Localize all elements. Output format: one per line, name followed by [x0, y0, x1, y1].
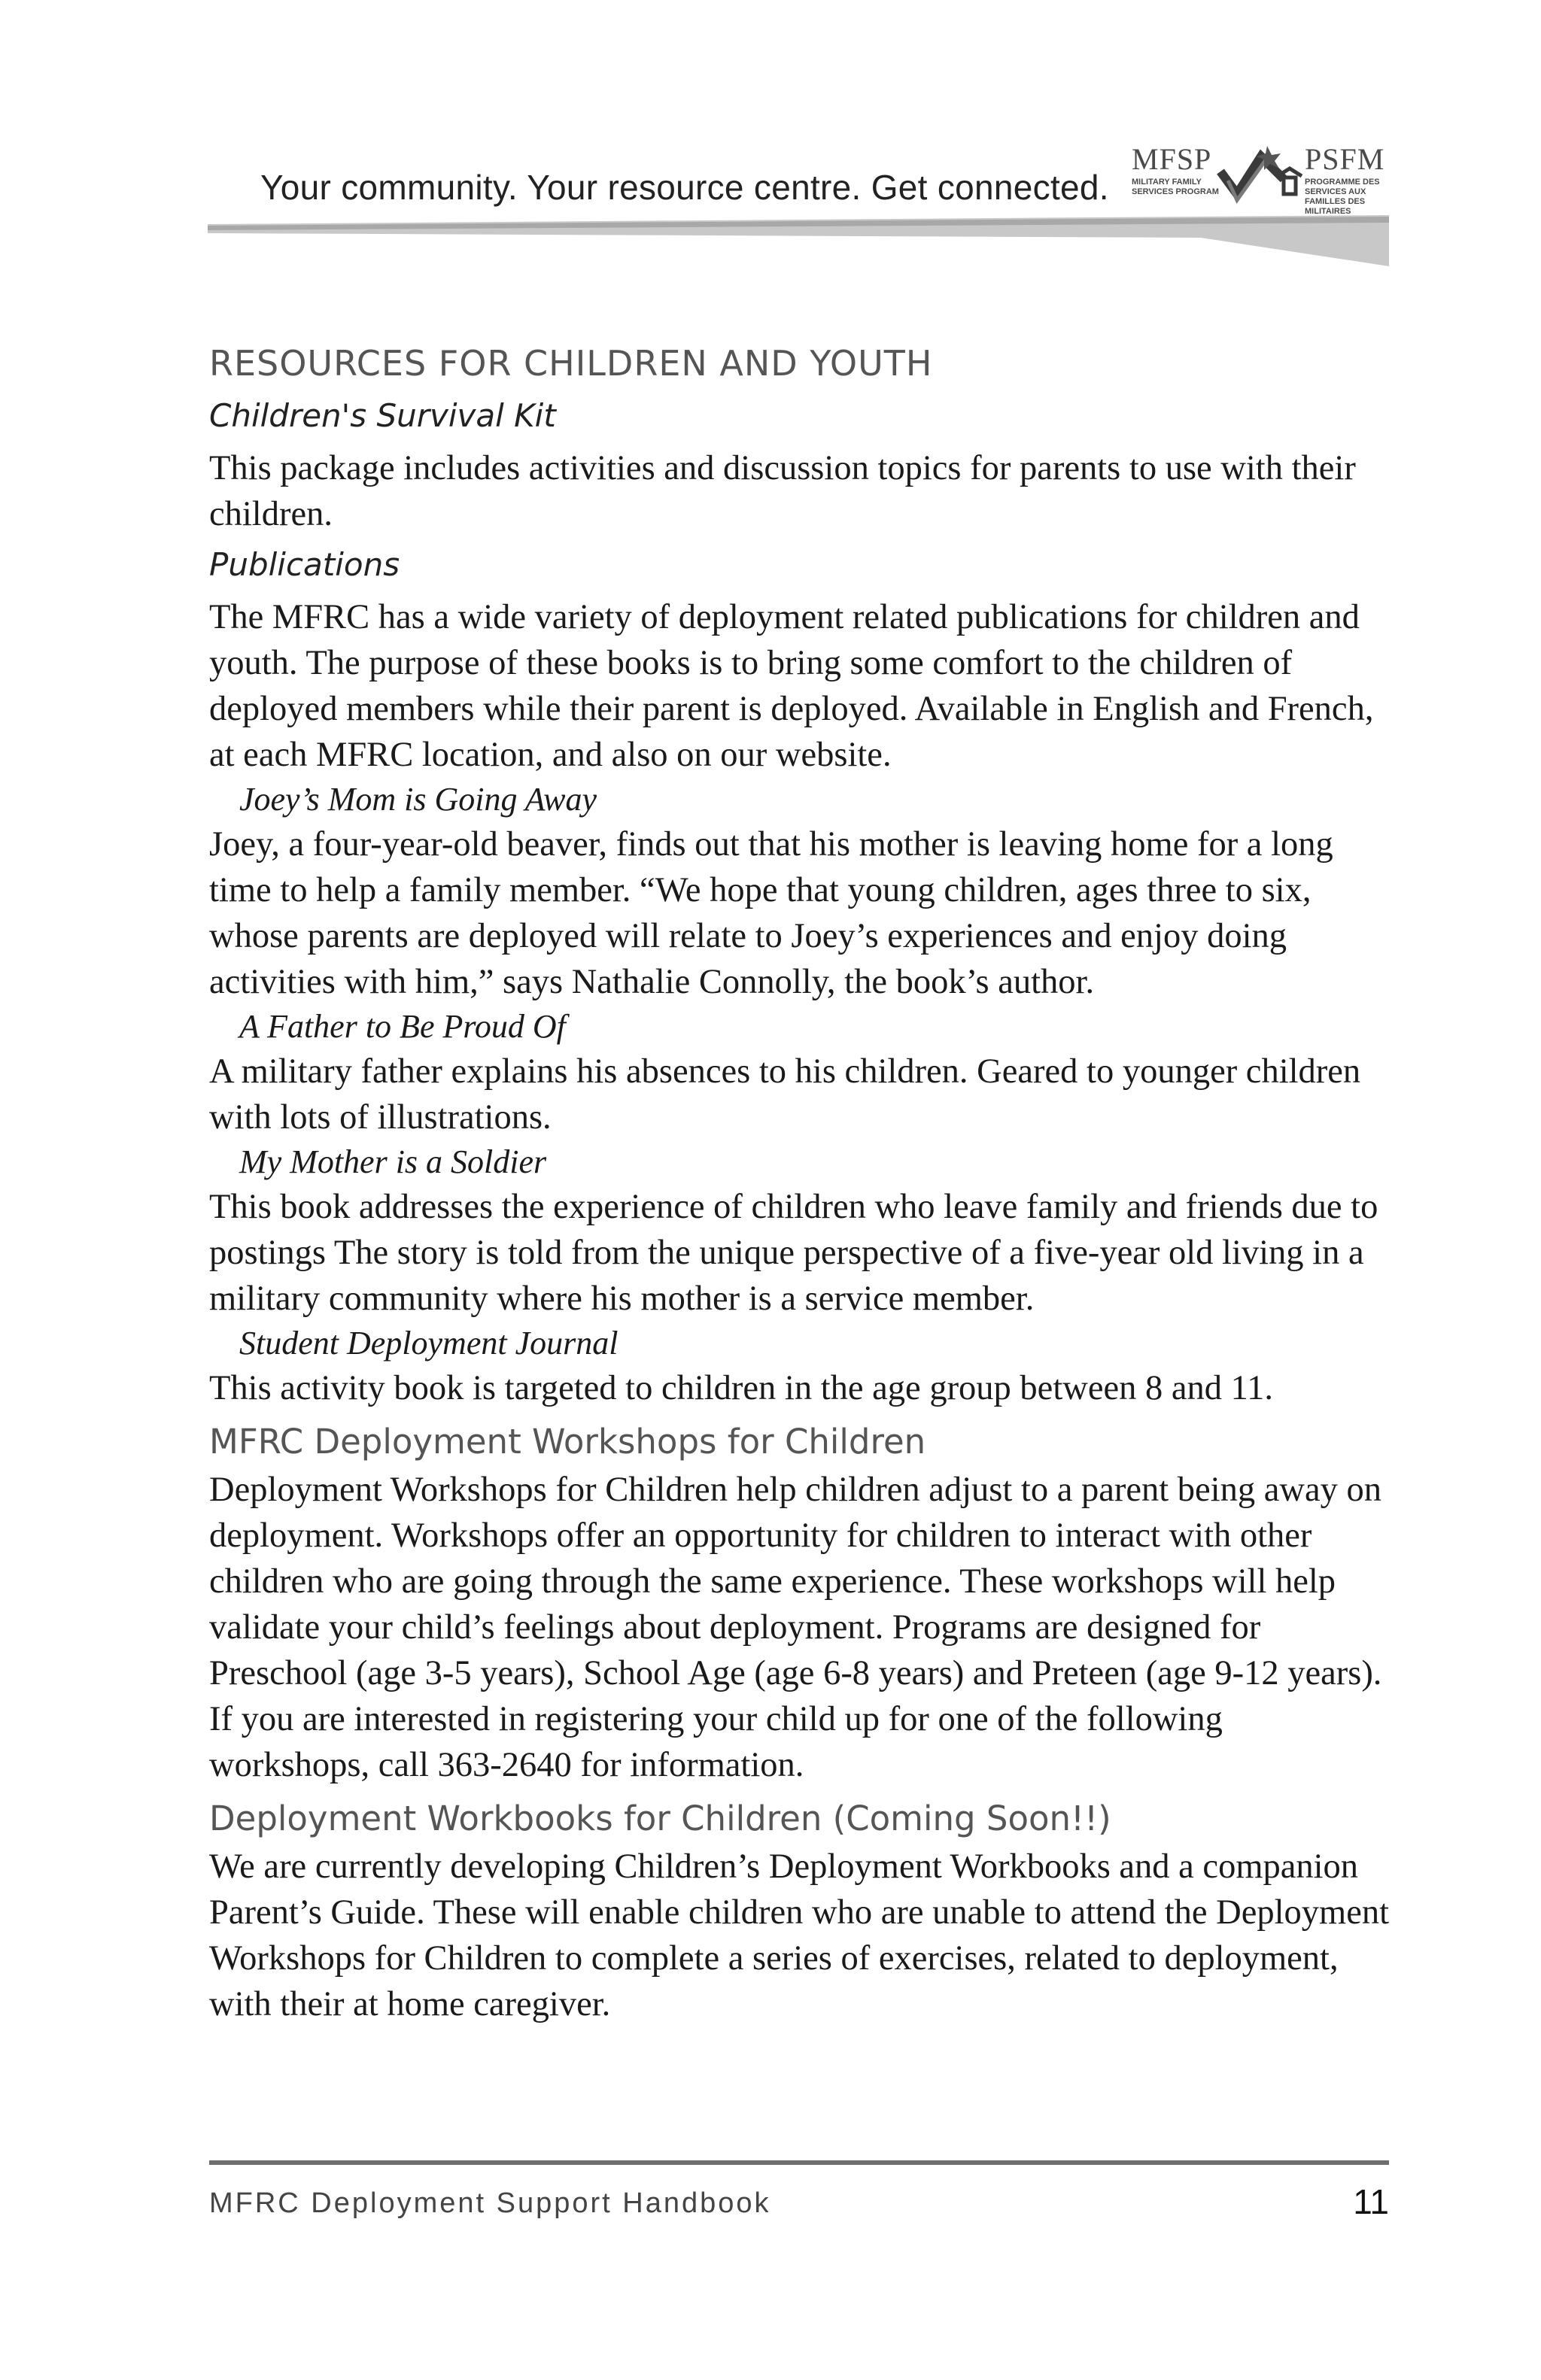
- book-title: My Mother is a Soldier: [239, 1143, 547, 1180]
- workbooks-heading: Deployment Workbooks for Children (Coming Soon!!): [209, 1799, 1111, 1838]
- footer-divider: [209, 2160, 1389, 2165]
- publications-subheading: Publications: [209, 546, 400, 583]
- page-number: 11: [1353, 2182, 1389, 2221]
- book-title: A Father to Be Proud Of: [239, 1008, 566, 1045]
- survival-kit-text: This package includes activities and discussion topics for parents to use with their children.: [209, 449, 1356, 533]
- book-description: Joey, a four-year-old beaver, finds out that his mother is leaving home for a long time to help a family member. “We hope that young children, ages three to six, whose parents are deployed will relate to Joey’s experiences and enjoy doing activities with him,” says Nathalie Connolly, the book’s author.: [209, 825, 1333, 1001]
- header-tagline: Your community. Your resource centre. Get connected.: [260, 168, 1109, 207]
- section-heading: RESOURCES FOR CHILDREN AND YOUTH: [209, 343, 933, 384]
- logo-abbr-fr: PSFM: [1305, 142, 1385, 176]
- book-title: Student Deployment Journal: [239, 1325, 619, 1362]
- book-description: This activity book is targeted to children in the age group between 8 and 11.: [209, 1369, 1274, 1407]
- header-swoosh-divider: [208, 215, 1391, 271]
- logo-sub-fr: PROGRAMME DES SERVICES AUX FAMILLES DES MILITAIRES: [1305, 178, 1380, 216]
- book-description: A military father explains his absences to his children. Geared to younger children with lots of illustrations.: [209, 1052, 1361, 1137]
- workshops-heading: MFRC Deployment Workshops for Children: [209, 1422, 926, 1462]
- footer-title: MFRC Deployment Support Handbook: [209, 2187, 771, 2219]
- logo-abbr-en: MFSP: [1132, 142, 1212, 176]
- logo-sub-en: MILITARY FAMILY SERVICES PROGRAM: [1132, 178, 1219, 196]
- survival-kit-subheading: Children's Survival Kit: [209, 397, 556, 434]
- publications-text: The MFRC has a wide variety of deployment related publications for children and youth. The purpose of these books is to bring some comfort to the children of deployed members while their parent is deployed. Available in English and French, at each MFRC location, and also on our website.: [209, 598, 1374, 774]
- book-title: Joey’s Mom is Going Away: [239, 781, 597, 818]
- main-content: [209, 338, 1391, 2027]
- checkmark-house-icon: [1214, 141, 1305, 209]
- book-description: This book addresses the experience of children who leave family and friends due to postings The story is told from the unique perspective of a five-year old living in a military community where his mother is a service member.: [209, 1188, 1378, 1318]
- workshops-text: Deployment Workshops for Children help children adjust to a parent being away on deployment. Workshops offer an opportunity for children to interact with other children who are going through the same experience. These workshops will help validate your child’s feelings about deployment. Programs are designed for Preschool (age 3-5 years), School Age (age 6-8 years) and Preteen (age 9-12 years). If you are interested in registering your child up for one of the following workshops, call 363-2640 for information.: [209, 1471, 1382, 1784]
- workbooks-text: We are currently developing Children’s Deployment Workbooks and a companion Parent’s Guide. These will enable children who are unable to attend the Deployment Workshops for Children to complete a series of exercises, related to deployment, with their at home caregiver.: [209, 1847, 1390, 2023]
- mfsp-psfm-logo: [1124, 141, 1395, 214]
